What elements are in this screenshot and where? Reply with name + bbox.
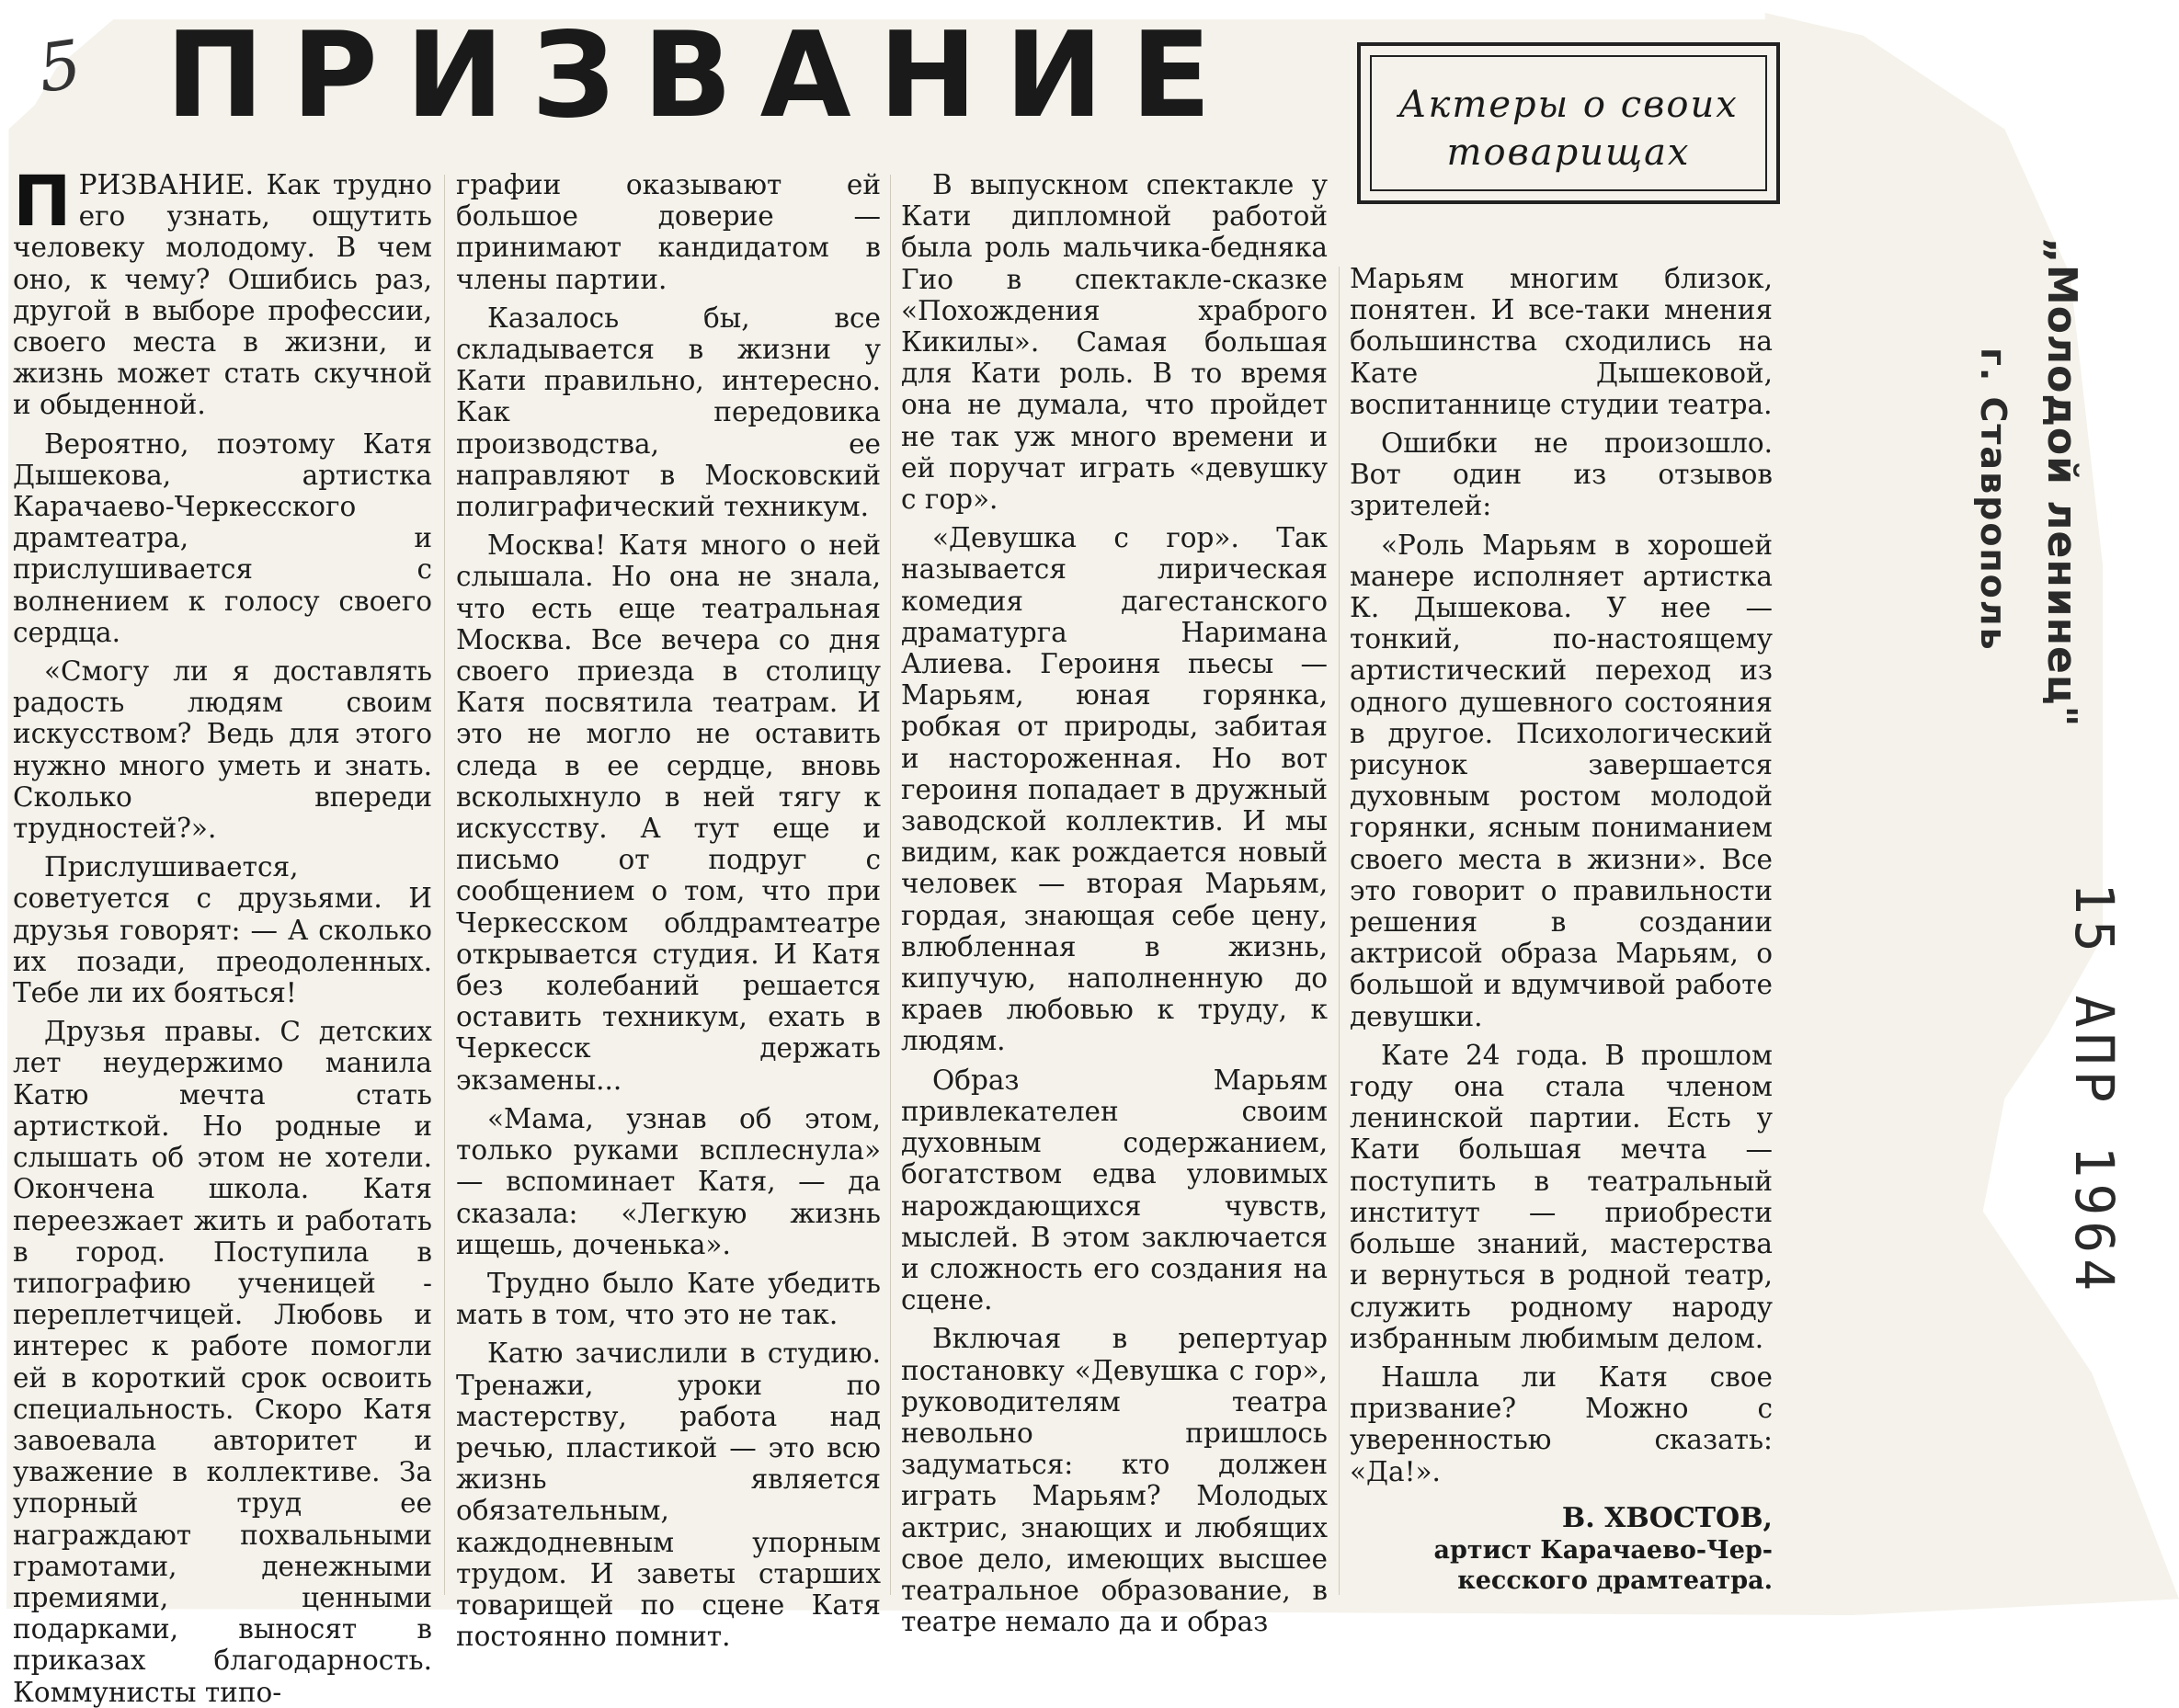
paragraph: Москва! Катя много о ней слышала. Но она не знала, что есть еще театральная Москва. Все вечера со дня своего приезда в столицу Катя посвятила театрам. И это не могло не оставить следа в ее сердце, вновь всколыхнуло в ней тягу к искусству. А тут еще и письмо от подруг с сообщением о том, что при Черкесском облдрамтеатре открывается студия. И Катя без колебаний решается оставить техникум, ехать в Черкесск держать экзамены... bbox=[456, 529, 881, 1096]
paragraph: графии оказывают ей большое доверие — принимают кандидатом в члены партии. bbox=[456, 169, 881, 295]
paragraph: Прислушивается, советуется с друзьями. И друзья говорят: — А сколько их позади, преодоленных. Тебе ли их бояться! bbox=[13, 851, 432, 1009]
paragraph: Нашла ли Катя свое призвание? Можно с уверенностью сказать: «Да!». bbox=[1350, 1361, 1773, 1487]
margin-handwritten-mark: 5 bbox=[33, 25, 86, 108]
author-role-line-1: артист Карачаево-Чер- bbox=[1433, 1536, 1773, 1565]
headline: ПРИЗВАНИЕ bbox=[165, 7, 1239, 144]
paragraph: Ошибки не произошло. Вот один из отзывов зрителей: bbox=[1350, 427, 1773, 522]
stamp-city: г. Ставрополь bbox=[1973, 347, 2014, 652]
paragraph: Кате 24 года. В прошлом году она стала членом ленинской партии. Есть у Кати большая мечта — поступить в театральный институт — приобрести больше знаний, мастерства и вернуться в родной театр, служить родному народу избранным любимым делом. bbox=[1350, 1039, 1773, 1354]
column-rule bbox=[890, 175, 891, 1595]
column-rule bbox=[444, 175, 445, 1595]
rubric-line-1: Актеры о своих bbox=[1398, 84, 1739, 126]
paragraph: «Роль Марьям в хорошей манере исполняет артистка К. Дышекова. У нее — тонкий, по-настоящему артистический переход из одного душевного состояния в другое. Психологический рисунок завершается духовным ростом молодой горянки, ясным пониманием своего места в жизни». Все это говорит о правильности решения в создании актрисой образа Марьям, о большой и вдумчивой работе девушки. bbox=[1350, 529, 1773, 1032]
stamp-date: 15 АПР 1964 bbox=[2063, 882, 2126, 1297]
paragraph: Вероятно, поэтому Катя Дышекова, артистка Карачаево-Черкесского драмтеатра, и прислушивается с волнением к голосу своего сердца. bbox=[13, 427, 432, 648]
paragraph: Трудно было Кате убедить мать в том, что это не так. bbox=[456, 1267, 881, 1331]
paragraph: «Девушка с гор». Так называется лирическая комедия дагестанского драматурга Наримана Алиева. Героиня пьесы — Марьям, юная горянка, робкая от природы, забитая и настороженная. Но вот героиня попадает в дружный заводской коллектив. И мы видим, как рождается новый человек — вторая Марьям, гордая, знающая себе цену, влюбленная в жизнь, кипучую, наполненную до краев любовью к труду, к людям. bbox=[901, 522, 1328, 1057]
paragraph: Друзья правы. С детских лет неудержимо манила Катю мечта стать артисткой. Но родные и слышать об этом не хотели. Окончена школа. Катя переезжает жить и работать в город. Поступила в типографию ученицей - переплетчицей. Любовь и интерес к работе помогли ей в короткий срок освоить специальность. Скоро Катя завоевала авторитет и уважение в коллективе. За упорный труд ее награждают похвальными грамотами, денежными премиями, ценными подарками, выносят в приказах благодарность. Коммунисты типо- bbox=[13, 1016, 432, 1708]
paragraph: В выпускном спектакле у Кати дипломной работой была роль мальчика-бедняка Гио в спектакле-сказке «Похождения храброго Кикилы». Самая большая для Кати роль. В то время она не думала, что пройдет не так уж много времени и ей поручат играть «девушку с гор». bbox=[901, 169, 1328, 516]
author-signature bbox=[1350, 1502, 1773, 1596]
article-column-1 bbox=[13, 160, 432, 1708]
rubric-line-2: товарищах bbox=[1446, 131, 1691, 174]
article-column-2 bbox=[456, 169, 881, 1652]
author-name: В. ХВОСТОВ, bbox=[1561, 1502, 1773, 1534]
paragraph: Включая в репертуар постановку «Девушка с гор», руководителям театра невольно пришлось задуматься: кто должен играть Марьям? Молодых актрис, знающих и любящих свое дело, имеющих высшее театральное образование, в театре немало да и образ bbox=[901, 1323, 1328, 1638]
paragraph: Образ Марьям привлекателен своим духовным содержанием, богатством едва уловимых нарождающихся чувств, мыслей. В этом заключается и сложность его создания на сцене. bbox=[901, 1064, 1328, 1316]
rubric-box bbox=[1357, 42, 1780, 204]
paragraph: «Мама, узнав об этом, только руками всплеснула» — вспоминает Катя, — да сказала: «Легкую жизнь ищешь, доченька». bbox=[456, 1102, 881, 1260]
article-column-3 bbox=[901, 169, 1328, 1637]
paragraph-text: РИЗВАНИЕ. Как трудно его узнать, ощутить человеку молодому. В чем оно, к чему? Ошибись раз, другой в выборе профессии, своего места в жизни, и жизнь может стать скучной и обыденной. bbox=[13, 169, 432, 421]
article-column-4 bbox=[1350, 263, 1773, 1487]
paragraph: Марьям многим близок, понятен. И все-таки мнения большинства сходились на Кате Дышековой, воспитаннице студии театра. bbox=[1350, 263, 1773, 420]
paragraph: Катю зачислили в студию. Тренажи, уроки по мастерству, работа над речью, пластикой — это всю жизнь является обязательным, каждодневным упорным трудом. И заветы старших товарищей по сцене Катя постоянно помнит. bbox=[456, 1338, 881, 1653]
paragraph: Казалось бы, все складывается в жизни у Кати правильно, интересно. Как передовика производства, ее направляют в Московский полиграфический техникум. bbox=[456, 302, 881, 523]
column-rule bbox=[1339, 267, 1340, 1595]
stamp-newspaper-name: „Молодой ленинец" bbox=[2038, 237, 2085, 728]
drop-cap: П bbox=[13, 160, 72, 242]
author-role-line-2: кесского драмтеатра. bbox=[1457, 1566, 1773, 1595]
paragraph bbox=[13, 160, 432, 421]
paragraph: «Смогу ли я доставлять радость людям своим искусством? Ведь для этого нужно много уметь и знать. Сколько впереди трудностей?». bbox=[13, 655, 432, 845]
rubric-inner-frame bbox=[1370, 55, 1767, 191]
